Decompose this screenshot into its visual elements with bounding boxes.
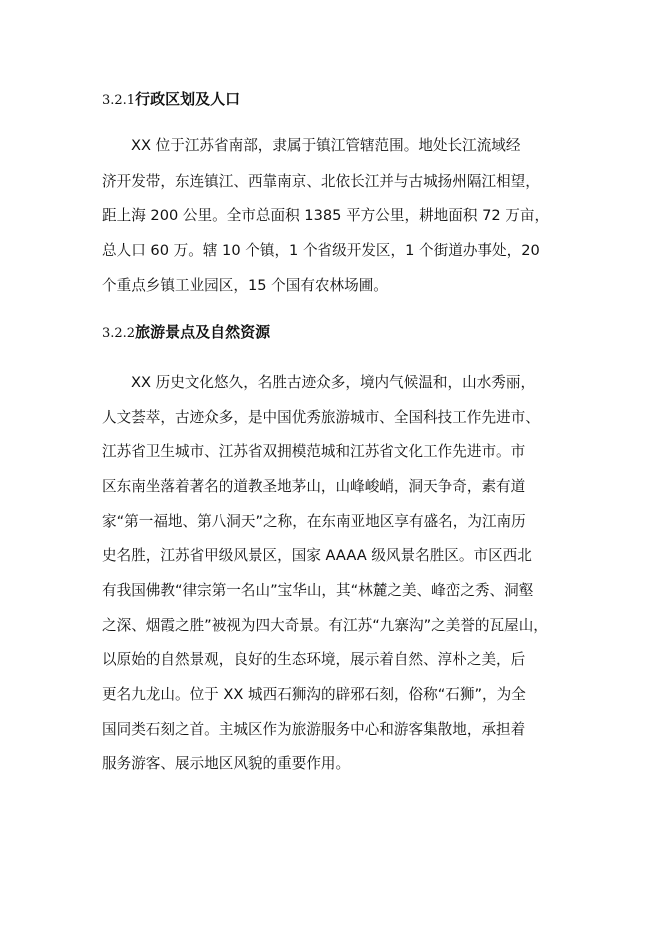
section-title: 行政区划及人口: [135, 90, 241, 108]
section-heading-3-2-2: [102, 322, 270, 344]
paragraph-line: 人文荟萃，古迹众多，是中国优秀旅游城市、全国科技工作先进市、: [102, 409, 540, 426]
paragraph-line: 有我国佛教“律宗第一名山”宝华山，其“林麓之美、峰峦之秀、洞壑: [102, 582, 534, 599]
paragraph-line: 总人口 60 万。辖 10 个镇，1 个省级开发区，1 个街道办事处，20: [102, 242, 540, 259]
paragraph-line: 史名胜，江苏省甲级风景区，国家 AAAA 级风景名胜区。市区西北: [102, 547, 532, 564]
paragraph-line: 更名九龙山。位于 XX 城西石狮沟的辟邪石刻，俗称“石狮”，为全: [102, 686, 526, 703]
paragraph-line: 以原始的自然景观，良好的生态环境，展示着自然、淳朴之美，后: [102, 651, 526, 668]
paragraph-line: 家“第一福地、第八洞天”之称，在东南亚地区享有盛名，为江南历: [102, 513, 526, 530]
paragraph-line: XX 位于江苏省南部，隶属于镇江管辖范围。地处长江流域经: [131, 137, 521, 154]
paragraph-line: 济开发带，东连镇江、西靠南京、北依长江并与古城扬州隔江相望，: [102, 173, 540, 190]
section-number: 3.2.1: [102, 93, 136, 108]
section-number: 3.2.2: [102, 326, 136, 341]
paragraph-line: 距上海 200 公里。全市总面积 1385 平方公里，耕地面积 72 万亩，: [102, 207, 550, 224]
paragraph-line: 个重点乡镇工业园区，15 个国有农林场圃。: [102, 277, 388, 294]
paragraph-line: 国同类石刻之首。主城区作为旅游服务中心和游客集散地，承担着: [102, 721, 526, 738]
paragraph-line: 之深、烟霞之胜”被视为四大奇景。有江苏“九寨沟”之美誉的瓦屋山，: [102, 617, 548, 634]
paragraph-line: 服务游客、展示地区风貌的重要作用。: [102, 755, 351, 772]
paragraph-line: 区东南坐落着著名的道教圣地茅山，山峰峻峭，洞天争奇，素有道: [102, 478, 526, 495]
section-heading-3-2-1: [102, 89, 240, 111]
paragraph-line: 江苏省卫生城市、江苏省双拥模范城和江苏省文化工作先进市。市: [102, 443, 526, 460]
paragraph-line: XX 历史文化悠久，名胜古迹众多，境内气候温和，山水秀丽，: [131, 374, 536, 391]
section-title: 旅游景点及自然资源: [135, 323, 271, 341]
